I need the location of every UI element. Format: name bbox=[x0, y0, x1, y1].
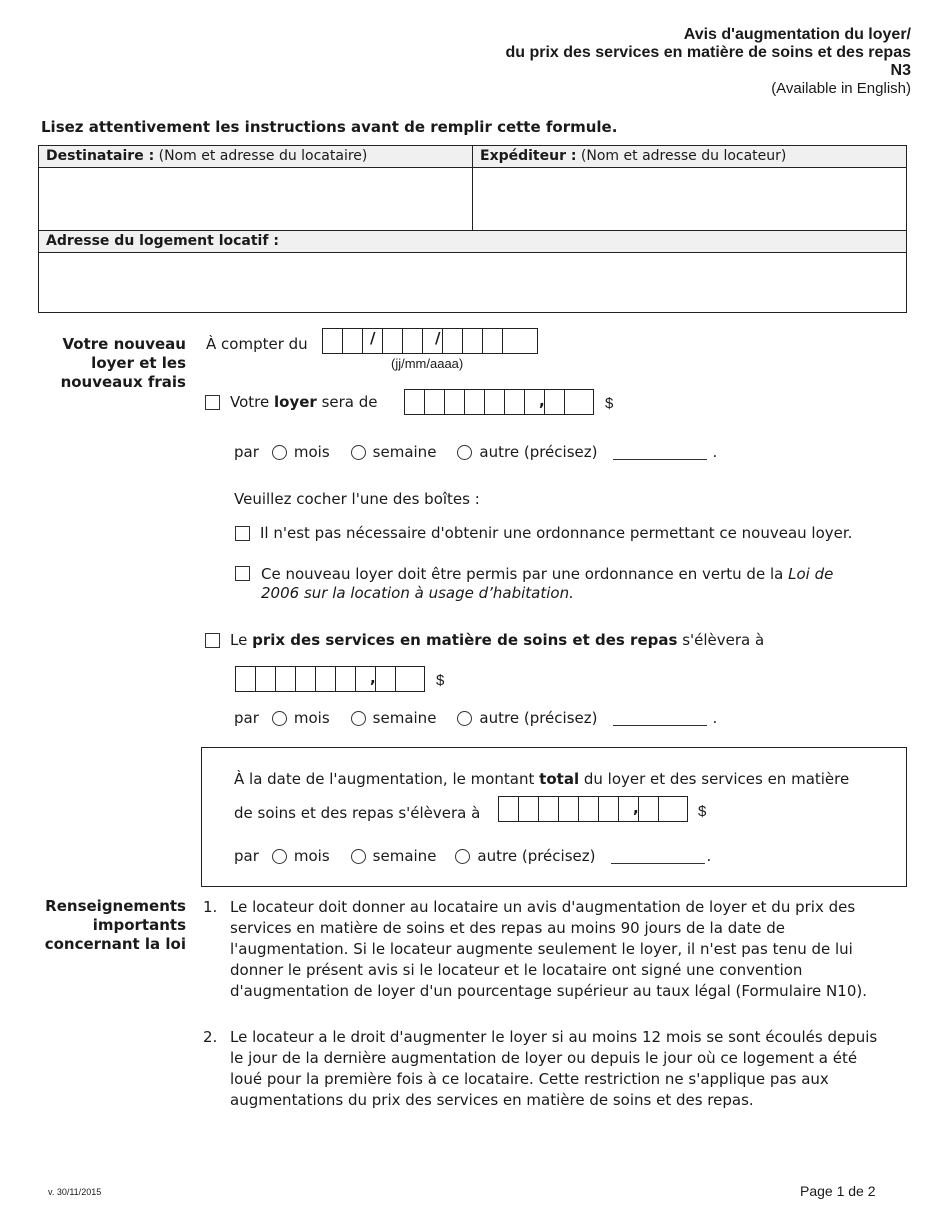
info-item-2-num: 2. bbox=[203, 1028, 218, 1046]
care-month-radio[interactable] bbox=[272, 711, 287, 726]
total-decimal-sep: , bbox=[633, 799, 639, 817]
care-checkbox[interactable] bbox=[205, 633, 220, 648]
total-line1-pre: À la date de l'augmentation, le montant bbox=[234, 770, 535, 788]
rental-unit-input[interactable] bbox=[39, 253, 906, 313]
rental-unit-cell bbox=[39, 230, 906, 312]
rent-prefix: Votre bbox=[230, 393, 270, 411]
total-amount-box bbox=[201, 747, 907, 887]
rent-row bbox=[205, 393, 378, 411]
info-item-2-line: augmentations du prix des services en matière de soins et des repas. bbox=[230, 1091, 754, 1109]
rent-week-label: semaine bbox=[372, 443, 437, 461]
date-sep-1: / bbox=[370, 329, 376, 347]
total-line1-post: du loyer et des services en matière bbox=[583, 770, 850, 788]
option1-label: Il n'est pas nécessaire d'obtenir une ordonnance permettant ce nouveau loyer. bbox=[260, 524, 853, 542]
date-format-hint: (jj/mm/aaaa) bbox=[391, 356, 464, 371]
total-month-radio[interactable] bbox=[272, 849, 287, 864]
info-item-1-num: 1. bbox=[203, 898, 218, 916]
rent-per-label: par bbox=[234, 443, 259, 461]
rent-other-radio[interactable] bbox=[457, 445, 472, 460]
form-title-line2: du prix des services en matière de soins et des repas bbox=[505, 44, 911, 61]
care-decimal-sep: , bbox=[370, 669, 376, 687]
rent-bold: loyer bbox=[274, 393, 317, 411]
rent-checkbox[interactable] bbox=[205, 395, 220, 410]
date-sep-2: / bbox=[435, 329, 441, 347]
option1-row bbox=[235, 524, 852, 542]
version-label: v. 30/11/2015 bbox=[48, 1187, 102, 1197]
rent-month-label: mois bbox=[293, 443, 330, 461]
sender-label: Expéditeur : bbox=[480, 148, 577, 164]
option2-italic-2: 2006 sur la location à usage d’habitation. bbox=[261, 584, 574, 602]
care-row bbox=[205, 631, 764, 649]
total-week-radio[interactable] bbox=[351, 849, 366, 864]
form-title-line1: Avis d'augmentation du loyer/ bbox=[683, 26, 911, 43]
total-period-row bbox=[234, 847, 711, 865]
form-header bbox=[505, 26, 911, 97]
info-item-2-line: le jour de la dernière augmentation de loyer ou depuis le jour où ce logement a été bbox=[230, 1049, 858, 1067]
care-month-label: mois bbox=[293, 709, 330, 727]
sender-cell bbox=[473, 146, 906, 230]
care-week-radio[interactable] bbox=[351, 711, 366, 726]
total-line1-bold: total bbox=[539, 770, 580, 788]
new-rent-label-line1: Votre nouveau bbox=[62, 335, 186, 353]
address-table bbox=[38, 145, 907, 313]
total-other-input[interactable] bbox=[611, 849, 705, 864]
care-week-label: semaine bbox=[372, 709, 437, 727]
care-amount-input[interactable] bbox=[235, 666, 425, 692]
rent-other-label: autre (précisez) bbox=[479, 443, 598, 461]
sender-header bbox=[473, 146, 906, 168]
total-other-radio[interactable] bbox=[455, 849, 470, 864]
total-line2: de soins et des repas s'élèvera à bbox=[234, 804, 481, 822]
recipient-label: Destinataire : bbox=[46, 148, 155, 164]
care-period-row bbox=[234, 709, 717, 727]
form-code: N3 bbox=[890, 62, 911, 79]
care-other-radio[interactable] bbox=[457, 711, 472, 726]
info-label-line1: Renseignements bbox=[45, 897, 186, 915]
info-item-2 bbox=[203, 1027, 893, 1111]
effective-date-label: À compter du bbox=[206, 335, 308, 353]
info-label-line3: concernant la loi bbox=[44, 935, 186, 953]
total-week-label: semaine bbox=[372, 847, 437, 865]
rent-week-radio[interactable] bbox=[351, 445, 366, 460]
recipient-cell bbox=[39, 146, 473, 230]
instructions-heading: Lisez attentivement les instructions avant de remplir cette formule. bbox=[41, 118, 618, 136]
new-rent-label-line2: loyer et les bbox=[91, 354, 186, 372]
info-item-1-line: Le locateur doit donner au locataire un avis d'augmentation de loyer et du prix des bbox=[230, 898, 856, 916]
total-amount-input[interactable] bbox=[498, 796, 688, 822]
care-period-end: . bbox=[712, 709, 718, 727]
page-number: Page 1 de 2 bbox=[800, 1183, 876, 1199]
total-currency: $ bbox=[698, 803, 707, 820]
info-item-1-line: d'augmentation de loyer d'un pourcentage supérieur au taux légal (Formulaire N10). bbox=[230, 982, 867, 1000]
new-rent-section-label bbox=[20, 335, 186, 392]
effective-date-input[interactable] bbox=[322, 328, 538, 354]
rent-period-end: . bbox=[712, 443, 718, 461]
option2-row bbox=[235, 565, 895, 603]
rent-month-radio[interactable] bbox=[272, 445, 287, 460]
rent-currency: $ bbox=[605, 395, 614, 412]
care-prefix: Le bbox=[230, 631, 248, 649]
info-item-1-line: l'augmentation. Si le locateur augmente seulement le loyer, il n'est pas tenu de lui bbox=[230, 940, 853, 958]
care-currency: $ bbox=[436, 672, 445, 689]
option2-checkbox[interactable] bbox=[235, 566, 250, 581]
info-item-1 bbox=[203, 897, 893, 1002]
rental-unit-label: Adresse du logement locatif : bbox=[39, 231, 906, 253]
recipient-input[interactable] bbox=[39, 168, 472, 229]
rent-period-row bbox=[234, 443, 717, 461]
rent-amount-input[interactable] bbox=[404, 389, 594, 415]
option2-italic-1: Loi de bbox=[788, 565, 834, 583]
info-item-2-line: Le locateur a le droit d'augmenter le loyer si au moins 12 mois se sont écoulés depuis bbox=[230, 1028, 878, 1046]
rent-decimal-sep: , bbox=[539, 392, 545, 410]
info-item-1-line: donner le présent avis si le locateur et le locataire ont signé une convention bbox=[230, 961, 803, 979]
info-item-1-line: services en matière de soins et des repas au moins 90 jours de la date de bbox=[230, 919, 786, 937]
total-per-label: par bbox=[234, 847, 259, 865]
care-suffix: s'élèvera à bbox=[682, 631, 765, 649]
new-rent-label-line3: nouveaux frais bbox=[60, 373, 186, 391]
total-other-label: autre (précisez) bbox=[477, 847, 596, 865]
total-month-label: mois bbox=[293, 847, 330, 865]
info-item-2-line: loué pour la première fois à ce locataire. Cette restriction ne s'applique pas aux bbox=[230, 1070, 829, 1088]
check-one-label: Veuillez cocher l'une des boîtes : bbox=[234, 490, 480, 508]
option1-checkbox[interactable] bbox=[235, 526, 250, 541]
option2-main: Ce nouveau loyer doit être permis par une ordonnance en vertu de la bbox=[261, 565, 784, 583]
care-bold: prix des services en matière de soins et des repas bbox=[252, 631, 678, 649]
recipient-hint: (Nom et adresse du locataire) bbox=[158, 148, 368, 164]
total-line1 bbox=[234, 770, 849, 788]
sender-input[interactable] bbox=[473, 168, 906, 229]
care-other-input[interactable] bbox=[613, 711, 707, 726]
important-info-section-label bbox=[20, 897, 186, 954]
care-other-label: autre (précisez) bbox=[479, 709, 598, 727]
rent-suffix: sera de bbox=[321, 393, 378, 411]
info-label-line2: importants bbox=[92, 916, 186, 934]
recipient-header bbox=[39, 146, 472, 168]
care-per-label: par bbox=[234, 709, 259, 727]
sender-hint: (Nom et adresse du locateur) bbox=[580, 148, 787, 164]
rent-other-input[interactable] bbox=[613, 445, 707, 460]
total-period-end: . bbox=[706, 847, 712, 865]
available-in-english: (Available in English) bbox=[771, 80, 911, 97]
